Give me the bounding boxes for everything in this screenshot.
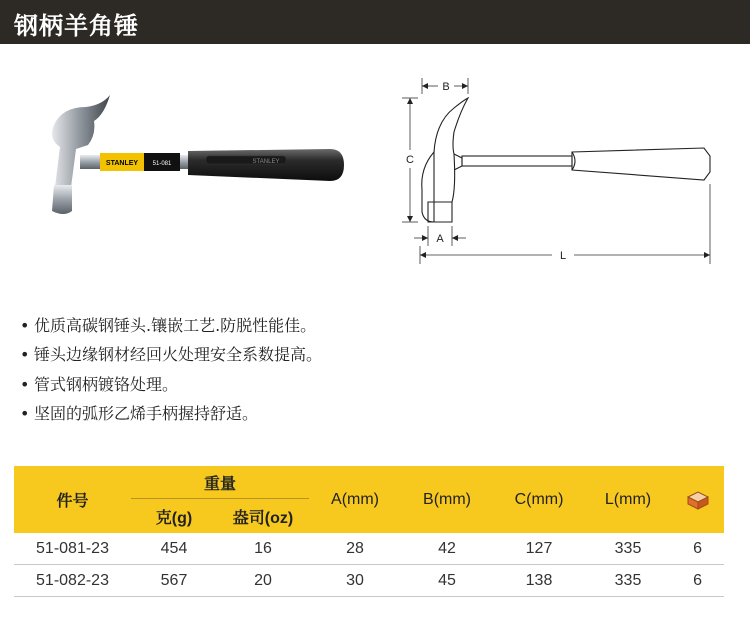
dim-b-label: B: [442, 81, 450, 93]
dim-a-label: A: [436, 233, 444, 245]
dimension-drawing: [392, 72, 722, 272]
title-bar: [0, 0, 750, 44]
header-b: B(mm): [401, 466, 493, 533]
header-grams: 克(g): [131, 499, 217, 534]
cell-ounces: 16: [217, 533, 309, 565]
page-title: 钢柄羊角锤: [14, 12, 139, 40]
bullet-icon: •: [20, 345, 30, 365]
cell-l: 335: [585, 533, 671, 565]
cell-box-qty: 6: [671, 565, 724, 597]
feature-item: [20, 370, 322, 399]
feature-item: [20, 311, 322, 340]
cell-a: 28: [309, 533, 401, 565]
header-part-no: 件号: [14, 466, 131, 533]
header-box: [671, 466, 724, 533]
brand-text: STANLEY: [105, 160, 139, 167]
grip-brand-text: STANLEY: [252, 159, 280, 165]
cell-l: 335: [585, 565, 671, 597]
cell-b: 42: [401, 533, 493, 565]
cell-c: 127: [493, 533, 585, 565]
cell-ounces: 20: [217, 565, 309, 597]
feature-text: 优质高碳钢锤头.镶嵌工艺.防脱性能佳。: [34, 316, 317, 335]
bullet-icon: •: [20, 316, 30, 335]
header-a: A(mm): [309, 466, 401, 533]
header-l: L(mm): [585, 466, 671, 533]
cell-grams: 454: [131, 533, 217, 565]
table-row: [14, 565, 724, 597]
spec-table: [14, 466, 724, 597]
cell-c: 138: [493, 565, 585, 597]
label-code-text: 51-081: [152, 161, 172, 167]
dim-c-label: C: [406, 154, 414, 166]
table-row: [14, 533, 724, 565]
header-c: C(mm): [493, 466, 585, 533]
feature-item: [20, 399, 322, 428]
feature-list: [20, 311, 322, 428]
box-icon: [685, 489, 711, 511]
cell-part-no: 51-082-23: [14, 565, 131, 597]
cell-a: 30: [309, 565, 401, 597]
header-weight: 重量: [131, 466, 309, 499]
hammer-photo: [40, 85, 360, 235]
feature-text: 管式钢柄镀铬处理。: [34, 374, 179, 394]
header-ounces: 盎司(oz): [217, 499, 309, 534]
feature-text: 坚固的弧形乙烯手柄握持舒适。: [34, 403, 259, 423]
bullet-icon: •: [20, 403, 30, 423]
cell-box-qty: 6: [671, 533, 724, 565]
feature-item: [20, 340, 322, 369]
dim-l-label: L: [559, 250, 567, 262]
bullet-icon: •: [20, 374, 30, 394]
cell-grams: 567: [131, 565, 217, 597]
feature-text: 锤头边缘钢材经回火处理安全系数提高。: [34, 345, 323, 365]
cell-part-no: 51-081-23: [14, 533, 131, 565]
cell-b: 45: [401, 565, 493, 597]
